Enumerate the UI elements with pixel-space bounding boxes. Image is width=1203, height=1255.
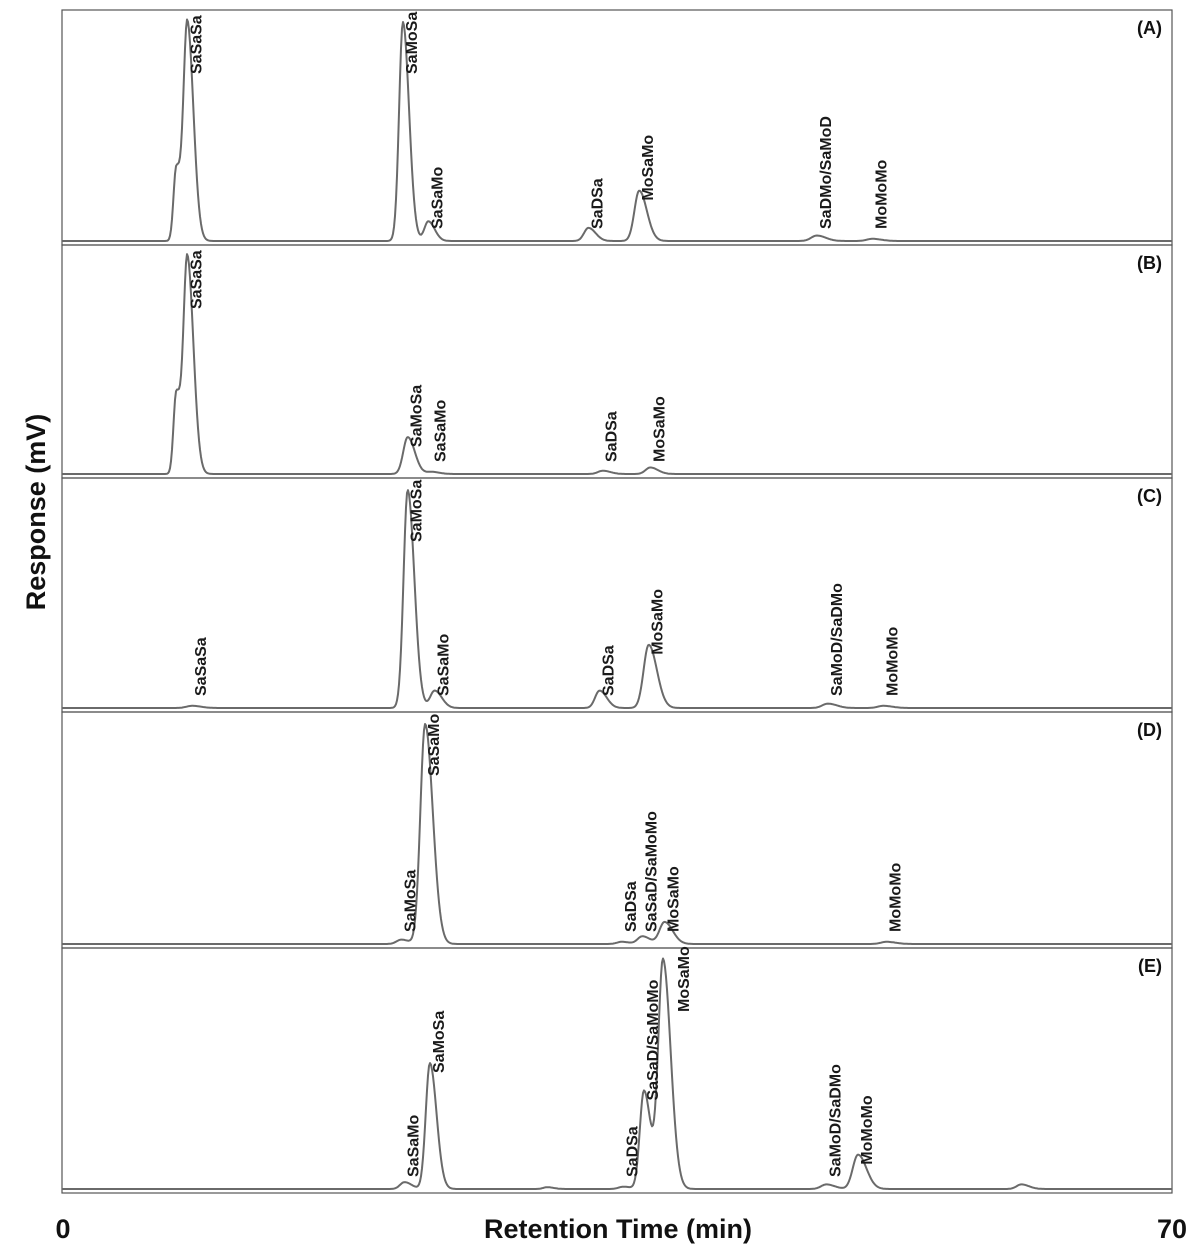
peak-label-mosamo-b: MoSaMo bbox=[651, 396, 669, 462]
panel-label-d: (D) bbox=[1137, 720, 1162, 740]
panel-frame-a bbox=[62, 10, 1172, 245]
panel-label-e: (E) bbox=[1138, 956, 1162, 976]
peak-label-samosa-e: SaMoSa bbox=[430, 1010, 448, 1073]
peak-label-sadsa-a: SaDSa bbox=[589, 178, 607, 229]
peak-label-mosamo-c: MoSaMo bbox=[649, 589, 667, 655]
peak-label-momomo-a: MoMoMo bbox=[873, 159, 891, 229]
chromatogram-trace-d bbox=[62, 724, 1172, 944]
panel-frame-e bbox=[62, 948, 1172, 1193]
peak-label-sasad-samomo-e: SaSaD/SaMoMo bbox=[645, 979, 662, 1101]
peak-label-sasamo-b: SaSaMo bbox=[432, 399, 450, 462]
y-axis-title: Response (mV) bbox=[21, 413, 51, 611]
peak-label-samod-sadmo-e: SaMoD/SaDMo bbox=[827, 1064, 845, 1177]
peak-label-samosa-d: SaMoSa bbox=[402, 869, 420, 932]
chromatogram-trace-a bbox=[62, 20, 1172, 242]
peak-label-mosamo-a: MoSaMo bbox=[640, 134, 658, 201]
chromatogram-trace-e bbox=[62, 959, 1172, 1190]
peak-label-sasamo-c: SaSaMo bbox=[435, 633, 453, 696]
peak-label-sadsa-d: SaDSa bbox=[622, 881, 640, 932]
peak-label-mosamo-d: MoSaMo bbox=[665, 866, 683, 932]
peak-label-sasasa-c: SaSaSa bbox=[193, 637, 210, 696]
x-tick-label-start: 0 bbox=[55, 1214, 71, 1244]
peak-label-sasamo-e: SaSaMo bbox=[405, 1114, 423, 1177]
panel-label-b: (B) bbox=[1137, 253, 1162, 273]
peak-label-sadsa-b: SaDSa bbox=[603, 411, 621, 462]
peak-label-samosa-c: SaMoSa bbox=[408, 479, 426, 542]
peak-label-samosa-b: SaMoSa bbox=[408, 384, 426, 448]
peak-label-sadsa-c: SaDSa bbox=[600, 645, 618, 696]
peak-label-momomo-e: MoMoMo bbox=[859, 1095, 876, 1165]
peak-label-sadsa-e: SaDSa bbox=[624, 1126, 642, 1177]
peak-label-sasamo-d: SaSaMo bbox=[426, 713, 444, 776]
chromatogram-panels bbox=[62, 10, 1172, 1193]
peak-label-mosamo-e: MoSaMo bbox=[676, 946, 693, 1012]
peak-label-sadmo-samod-a: SaDMo/SaMoD bbox=[817, 116, 835, 229]
peak-label-momomo-d: MoMoMo bbox=[887, 862, 905, 932]
peak-label-momomo-c: MoMoMo bbox=[884, 626, 902, 696]
peak-label-samosa-a: SaMoSa bbox=[403, 11, 421, 74]
peak-label-sasad-samomo-d: SaSaD/SaMoMo bbox=[643, 811, 661, 932]
peak-label-sasasa-b: SaSaSa bbox=[188, 250, 206, 309]
x-tick-label-end: 70 bbox=[1156, 1214, 1188, 1244]
panel-frame-d bbox=[62, 712, 1172, 948]
peak-label-samod-sadmo-c: SaMoD/SaDMo bbox=[828, 583, 846, 696]
x-axis-title: Retention Time (min) bbox=[483, 1214, 753, 1244]
panel-label-c: (C) bbox=[1137, 486, 1162, 506]
peak-label-sasamo-a: SaSaMo bbox=[429, 166, 447, 229]
panel-label-a: (A) bbox=[1137, 18, 1162, 38]
peak-label-sasasa-a: SaSaSa bbox=[188, 15, 206, 74]
